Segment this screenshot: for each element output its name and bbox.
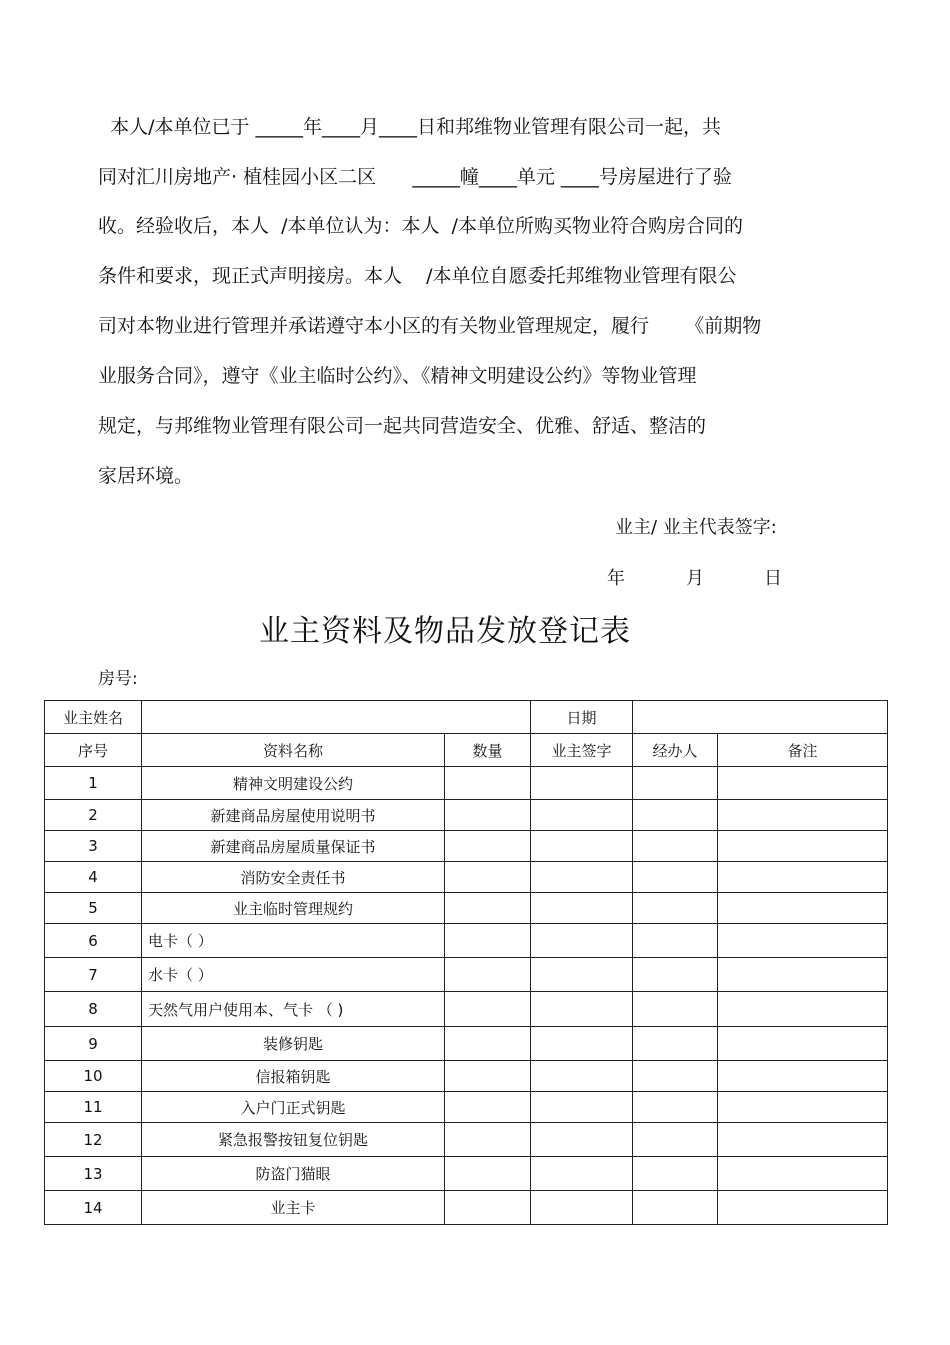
- remarks-cell[interactable]: [718, 831, 888, 862]
- owner-signature-cell[interactable]: [531, 1157, 633, 1191]
- item-name: 业主临时管理规约: [142, 893, 445, 924]
- remarks-cell[interactable]: [718, 1027, 888, 1061]
- table-row: [45, 1191, 888, 1225]
- date-day-label: 日: [764, 568, 782, 589]
- declaration-line: 家居环境。: [98, 465, 194, 487]
- owner-signature-cell[interactable]: [531, 767, 633, 800]
- handler-cell[interactable]: [633, 862, 718, 893]
- handler-cell[interactable]: [633, 1027, 718, 1061]
- row-number: 14: [45, 1191, 142, 1225]
- item-name: 电卡（ ）: [142, 924, 445, 958]
- quantity-cell[interactable]: [445, 831, 531, 862]
- room-number-label: 房号:: [98, 669, 138, 689]
- item-name: 信报箱钥匙: [142, 1061, 445, 1092]
- col-header-owner-signature: 业主签字: [531, 734, 633, 767]
- item-name: 天然气用户使用本、气卡 （ ): [142, 992, 445, 1027]
- table-row: [45, 831, 888, 862]
- row-number: 13: [45, 1157, 142, 1191]
- handler-cell[interactable]: [633, 992, 718, 1027]
- handler-cell[interactable]: [633, 1092, 718, 1123]
- row-number: 8: [45, 992, 142, 1027]
- table-row: [45, 767, 888, 800]
- owner-signature-cell[interactable]: [531, 958, 633, 992]
- date-field[interactable]: [633, 701, 888, 734]
- row-number: 4: [45, 862, 142, 893]
- owner-signature-cell[interactable]: [531, 800, 633, 831]
- date-label: 日期: [531, 701, 633, 734]
- table-row: [45, 893, 888, 924]
- owner-signature-cell[interactable]: [531, 924, 633, 958]
- quantity-cell[interactable]: [445, 893, 531, 924]
- handler-cell[interactable]: [633, 1123, 718, 1157]
- handler-cell[interactable]: [633, 1157, 718, 1191]
- row-number: 1: [45, 767, 142, 800]
- form-title: 业主资料及物品发放登记表: [259, 614, 631, 649]
- owner-name-label: 业主姓名: [45, 701, 142, 734]
- remarks-cell[interactable]: [718, 893, 888, 924]
- quantity-cell[interactable]: [445, 800, 531, 831]
- remarks-cell[interactable]: [718, 1191, 888, 1225]
- declaration-line: 条件和要求，现正式声明接房。本人 /本单位自愿委托邦维物业管理有限公: [98, 265, 737, 287]
- owner-signature-cell[interactable]: [531, 893, 633, 924]
- item-name: 业主卡: [142, 1191, 445, 1225]
- table-row: [45, 1027, 888, 1061]
- row-number: 5: [45, 893, 142, 924]
- col-header-no: 序号: [45, 734, 142, 767]
- row-number: 3: [45, 831, 142, 862]
- item-name: 入户门正式钥匙: [142, 1092, 445, 1123]
- item-name: 装修钥匙: [142, 1027, 445, 1061]
- handler-cell[interactable]: [633, 767, 718, 800]
- row-number: 12: [45, 1123, 142, 1157]
- table-row: [45, 1123, 888, 1157]
- declaration-line: 同对汇川房地产· 植桂园小区二区 _____幢____单元 ____号房屋进行了验: [98, 166, 732, 188]
- owner-info-row: [45, 701, 888, 734]
- col-header-handler: 经办人: [633, 734, 718, 767]
- remarks-cell[interactable]: [718, 958, 888, 992]
- remarks-cell[interactable]: [718, 992, 888, 1027]
- handler-cell[interactable]: [633, 1191, 718, 1225]
- handler-cell[interactable]: [633, 893, 718, 924]
- owner-signature-cell[interactable]: [531, 1123, 633, 1157]
- row-number: 7: [45, 958, 142, 992]
- owner-signature-cell[interactable]: [531, 862, 633, 893]
- declaration-line: 收。经验收后，本人 /本单位认为：本人 /本单位所购买物业符合购房合同的: [98, 215, 743, 237]
- remarks-cell[interactable]: [718, 800, 888, 831]
- col-header-quantity: 数量: [445, 734, 531, 767]
- table-row: [45, 862, 888, 893]
- date-year-label: 年: [607, 568, 625, 589]
- date-month-label: 月: [686, 568, 704, 589]
- table-row: [45, 1061, 888, 1092]
- handler-cell[interactable]: [633, 800, 718, 831]
- item-name: 防盗门猫眼: [142, 1157, 445, 1191]
- remarks-cell[interactable]: [718, 1123, 888, 1157]
- item-name: 新建商品房屋质量保证书: [142, 831, 445, 862]
- quantity-cell[interactable]: [445, 862, 531, 893]
- quantity-cell[interactable]: [445, 1191, 531, 1225]
- row-number: 9: [45, 1027, 142, 1061]
- quantity-cell[interactable]: [445, 1092, 531, 1123]
- row-number: 2: [45, 800, 142, 831]
- quantity-cell[interactable]: [445, 924, 531, 958]
- remarks-cell[interactable]: [718, 1157, 888, 1191]
- quantity-cell[interactable]: [445, 1157, 531, 1191]
- handler-cell[interactable]: [633, 1061, 718, 1092]
- remarks-cell[interactable]: [718, 1061, 888, 1092]
- quantity-cell[interactable]: [445, 958, 531, 992]
- column-header-row: [45, 734, 888, 767]
- distribution-register-table: [44, 700, 888, 1225]
- handler-cell[interactable]: [633, 924, 718, 958]
- row-number: 11: [45, 1092, 142, 1123]
- quantity-cell[interactable]: [445, 767, 531, 800]
- table-row: [45, 924, 888, 958]
- declaration-line: 规定，与邦维物业管理有限公司一起共同营造安全、优雅、舒适、整洁的: [98, 415, 707, 437]
- quantity-cell[interactable]: [445, 1061, 531, 1092]
- col-header-remarks: 备注: [718, 734, 888, 767]
- item-name: 精神文明建设公约: [142, 767, 445, 800]
- owner-name-field[interactable]: [142, 701, 531, 734]
- item-name: 新建商品房屋使用说明书: [142, 800, 445, 831]
- remarks-cell[interactable]: [718, 924, 888, 958]
- item-name: 消防安全责任书: [142, 862, 445, 893]
- col-header-item-name: 资料名称: [142, 734, 445, 767]
- quantity-cell[interactable]: [445, 1027, 531, 1061]
- quantity-cell[interactable]: [445, 992, 531, 1027]
- declaration-line: 业服务合同》，遵守《业主临时公约》、《精神文明建设公约》等物业管理: [98, 365, 697, 387]
- declaration-line: 司对本物业进行管理并承诺遵守本小区的有关物业管理规定，履行 《前期物: [98, 315, 762, 337]
- table-row: [45, 992, 888, 1027]
- item-name: 紧急报警按钮复位钥匙: [142, 1123, 445, 1157]
- remarks-cell[interactable]: [718, 862, 888, 893]
- owner-signature-cell[interactable]: [531, 831, 633, 862]
- declaration-line: 本人/本单位已于 _____年____月____日和邦维物业管理有限公司一起，共: [98, 116, 722, 138]
- row-number: 10: [45, 1061, 142, 1092]
- table-row: [45, 1092, 888, 1123]
- handler-cell[interactable]: [633, 831, 718, 862]
- quantity-cell[interactable]: [445, 1123, 531, 1157]
- table-row: [45, 958, 888, 992]
- table-row: [45, 1157, 888, 1191]
- owner-signature-cell[interactable]: [531, 1092, 633, 1123]
- owner-signature-cell[interactable]: [531, 1061, 633, 1092]
- signature-label: 业主/ 业主代表签字:: [615, 517, 777, 538]
- handler-cell[interactable]: [633, 958, 718, 992]
- table-row: [45, 800, 888, 831]
- owner-signature-cell[interactable]: [531, 992, 633, 1027]
- item-name: 水卡（ ）: [142, 958, 445, 992]
- remarks-cell[interactable]: [718, 1092, 888, 1123]
- row-number: 6: [45, 924, 142, 958]
- owner-signature-cell[interactable]: [531, 1191, 633, 1225]
- remarks-cell[interactable]: [718, 767, 888, 800]
- owner-signature-cell[interactable]: [531, 1027, 633, 1061]
